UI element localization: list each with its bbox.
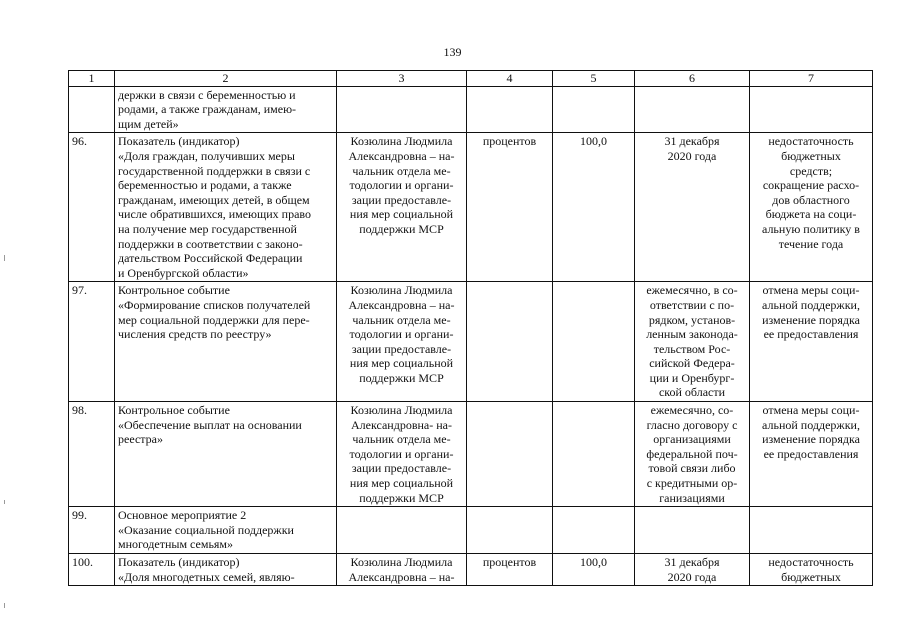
value-cell — [553, 402, 635, 507]
risk-cell — [750, 133, 873, 282]
responsible-text: Козюлина Людмила Александровна – на- чальник отдела ме- тодологии и органи- зации предоставле- ния мер социальной поддержки МСР — [348, 283, 455, 385]
deadline-text: 31 декабря 2020 года — [664, 134, 720, 163]
event-cell — [115, 133, 337, 282]
scan-artifact — [4, 500, 5, 504]
row-number: 100. — [69, 554, 115, 586]
scan-artifact — [4, 603, 5, 608]
value-cell — [553, 282, 635, 402]
risk-cell — [750, 282, 873, 402]
event-text: Контрольное событие «Обеспечение выплат на основании реестра» — [118, 403, 302, 447]
table-row — [69, 86, 873, 133]
deadline-cell — [635, 86, 750, 133]
row-number: 98. — [69, 402, 115, 507]
column-number: 6 — [635, 71, 750, 87]
event-text: Показатель (индикатор) «Доля многодетных семей, являю- — [118, 555, 295, 584]
page-number: 139 — [443, 45, 462, 59]
column-number: 4 — [467, 71, 553, 87]
responsible-cell — [337, 402, 467, 507]
plan-table — [68, 70, 873, 586]
value-cell: 100,0 — [553, 554, 635, 586]
column-number-row — [69, 71, 873, 87]
risk-text: отмена меры соци- альной поддержки, изменение порядка ее предоставления — [762, 403, 860, 461]
column-number: 1 — [69, 71, 115, 87]
deadline-cell — [635, 554, 750, 586]
row-number — [69, 86, 115, 133]
deadline-text: ежемесячно, со- гласно договору с организациями федеральной поч- товой связи либо с кредитными ор- ганизациями — [646, 403, 738, 505]
event-cell — [115, 282, 337, 402]
risk-text: отмена меры соци- альной поддержки, изменение порядка ее предоставления — [762, 283, 860, 342]
unit-cell: процентов — [467, 554, 553, 586]
column-number: 2 — [115, 71, 337, 87]
row-number: 96. — [69, 133, 115, 282]
responsible-cell — [337, 282, 467, 402]
scan-artifact — [4, 255, 5, 261]
value-cell: 100,0 — [553, 133, 635, 282]
responsible-cell — [337, 86, 467, 133]
event-cell — [115, 86, 337, 133]
risk-cell — [750, 507, 873, 554]
risk-cell — [750, 554, 873, 586]
deadline-cell — [635, 282, 750, 402]
event-text: держки в связи с беременностью и родами, а также гражданам, имею- щим детей» — [118, 87, 297, 131]
deadline-text: ежемесячно, в со- ответствии с по- рядком, установ- ленным законода- тельством Рос- сийской Федера- ции и Оренбург- ской области — [646, 283, 738, 400]
event-text: Контрольное событие «Формирование списков получателей мер социальной поддержки для пере- числения средств по реестру» — [118, 283, 311, 342]
table-row — [69, 507, 873, 554]
event-cell — [115, 507, 337, 554]
responsible-cell — [337, 507, 467, 554]
deadline-cell — [635, 402, 750, 507]
risk-cell — [750, 402, 873, 507]
value-cell — [553, 86, 635, 133]
risk-cell — [750, 86, 873, 133]
unit-cell — [467, 507, 553, 554]
event-text: Основное мероприятие 2 «Оказание социальной поддержки многодетным семьям» — [118, 508, 294, 552]
unit-cell: процентов — [467, 133, 553, 282]
deadline-cell — [635, 507, 750, 554]
table-row — [69, 402, 873, 507]
responsible-text: Козюлина Людмила Александровна – на- чальник отдела ме- тодологии и органи- зации предоставле- ния мер социальной поддержки МСР — [348, 134, 455, 236]
responsible-text: Козюлина Людмила Александровна – на- — [348, 555, 455, 584]
column-number: 3 — [337, 71, 467, 87]
row-number: 99. — [69, 507, 115, 554]
responsible-cell — [337, 133, 467, 282]
unit-cell — [467, 402, 553, 507]
unit-cell — [467, 282, 553, 402]
table-row — [69, 554, 873, 586]
table-row — [69, 133, 873, 282]
table-row — [69, 282, 873, 402]
value-cell — [553, 507, 635, 554]
responsible-text: Козюлина Людмила Александровна- на- чальник отдела ме- тодологии и органи- зации предоставле- ния мер социальной поддержки МСР — [349, 403, 454, 505]
column-number: 7 — [750, 71, 873, 87]
responsible-cell — [337, 554, 467, 586]
event-cell — [115, 554, 337, 586]
row-number: 97. — [69, 282, 115, 402]
deadline-text: 31 декабря 2020 года — [664, 555, 720, 584]
unit-cell — [467, 86, 553, 133]
deadline-cell — [635, 133, 750, 282]
column-number: 5 — [553, 71, 635, 87]
event-text: Показатель (индикатор) «Доля граждан, получивших меры государственной поддержки в связи с беремeнностью и родами, а также гражданам, имеющих детей, в общем числе обратившихся, имеющих право на получение мер государственной поддержки в соответствии с законо- дательством Российской Федерации и Оренбургской области» — [118, 134, 312, 280]
risk-text: недостаточность бюджетных средств; сокращение расхо- дов областного бюджета на соци- альную политику в течение года — [762, 134, 860, 251]
event-cell — [115, 402, 337, 507]
risk-text: недостаточность бюджетных — [768, 555, 854, 584]
